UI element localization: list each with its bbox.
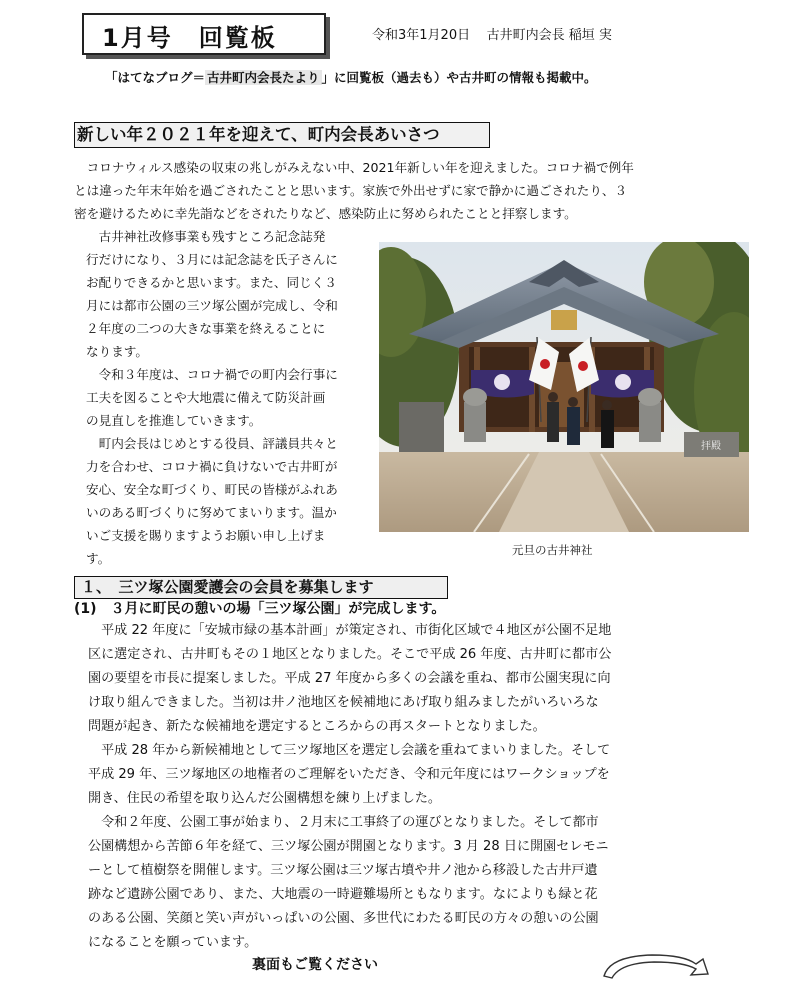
greeting-heading: 新しい年２０２１年を迎えて、町内会長あいさつ: [74, 122, 490, 148]
text-line: 工夫を図ることや大地震に備えて防災計画: [86, 390, 326, 405]
title-box: [82, 13, 326, 55]
blog-notice: [105, 68, 597, 86]
section1-subheading: (1) ３月に町民の憩いの場「三ツ塚公園」が完成します。: [74, 601, 446, 617]
page-title: 1月号 回覧板: [102, 24, 277, 52]
section1-body: [88, 619, 728, 955]
text-line: 平成 29 年、三ツ塚地区の地権者のご理解をいただき、令和元年度にはワークショップを: [88, 767, 610, 782]
text-line: 令和２年度、公園工事が始まり、２月末に工事終了の運びとなりました。そして都市: [88, 815, 599, 830]
text-line: 開き、住民の希望を取り込んだ公園構想を練り上げました。: [88, 791, 442, 806]
text-line: 町内会長はじめとする役員、評議員共々と: [86, 436, 338, 451]
text-line: 平成 28 年から新候補地として三ツ塚地区を選定し会議を重ねてまいりました。そして: [88, 743, 611, 758]
text-line: 平成 22 年度に「安城市緑の基本計画」が策定され、市街化区域で４地区が公園不足地: [88, 623, 612, 638]
date-author-line: [372, 24, 612, 43]
text-line: なります。: [86, 344, 148, 359]
author: 古井町内会長 稲垣 実: [486, 28, 612, 43]
text-line: 令和３年度は、コロナ禍での町内会行事に: [86, 367, 338, 382]
greeting-intro: [74, 156, 724, 225]
shrine-sign-text: 拝殿: [701, 441, 721, 452]
text-line: 力を合わせ、コロナ禍に負けないで古井町が: [86, 459, 338, 474]
text-line: 跡など遺跡公園であり、また、大地震の一時避難場所ともなります。なによりも緑と花: [88, 887, 598, 902]
turn-over-note: 裏面もご覧ください: [252, 957, 378, 973]
text-line: になることを願っています。: [88, 935, 258, 950]
blog-suffix: 」に回覧板（過去も）や古井町の情報も掲載中。: [321, 70, 597, 85]
text-line: ２年度の二つの大きな事業を終えることに: [86, 321, 326, 336]
blog-link[interactable]: 古井町内会長たより: [207, 70, 320, 85]
text-line: の見直しを推進していきます。: [86, 413, 262, 428]
text-line: いご支援を賜りますようお願い申し上げま: [86, 528, 326, 543]
text-line: 園の要望を市長に提案しました。平成 27 年度から多くの会議を重ね、都市公園実現に向: [88, 671, 611, 686]
text-line: 行だけになり、３月には記念誌を氏子さんに: [86, 252, 338, 267]
text-line: のある公園、笑顔と笑い声がいっぱいの公園、多世代にわたる町民の方々の憩いの公園: [88, 911, 599, 926]
text-line: いのある町づくりに努めてまいります。温か: [86, 505, 337, 520]
text-line: コロナウィルス感染の収束の兆しがみえない中、2021年新しい年を迎えました。コロナ禍で例年: [74, 160, 634, 175]
text-line: 公園構想から苦節６年を経て、三ツ塚公園が開園となります。3 月 28 日に開園セレモニ: [88, 839, 609, 854]
issue-date: 令和3年1月20日: [372, 28, 471, 43]
text-line: とは違った年末年始を過ごされたことと思います。家族で外出せずに家で静かに過ごされたり、３: [74, 183, 628, 198]
text-line: ーとして植樹祭を開催します。三ツ塚公園は三ツ塚古墳や井ノ池から移設した古井戸遺: [88, 863, 598, 878]
turn-page-arrow-icon: [600, 950, 715, 984]
text-line: 問題が起き、新たな候補地を選定するところからの再スタートとなりました。: [88, 719, 546, 734]
text-line: す。: [86, 551, 111, 566]
text-line: お配りできるかと思います。また、同じく３: [86, 275, 337, 290]
text-line: 密を避けるために幸先詣などをされたりなど、感染防止に努められたことと拝察します。: [74, 206, 577, 221]
shrine-photo: [379, 242, 749, 532]
greeting-body: [86, 225, 376, 570]
photo-caption: 元旦の古井神社: [512, 543, 593, 557]
text-line: 区に選定され、古井町もその１地区となりました。そこで平成 26 年度、古井町に都市公: [88, 647, 612, 662]
text-line: 古井神社改修事業も残すところ記念誌発: [86, 229, 326, 244]
text-line: け取り組んできました。当初は井ノ池地区を候補地にあげ取り組みましたがいろいろな: [88, 695, 599, 710]
section1-heading: １、 三ツ塚公園愛護会の会員を募集します: [74, 576, 448, 599]
text-line: 月には都市公園の三ツ塚公園が完成し、令和: [86, 298, 338, 313]
text-line: 安心、安全な町づくり、町民の皆様がふれあ: [86, 482, 338, 497]
blog-prefix: 「はてなブログ＝: [105, 70, 206, 85]
